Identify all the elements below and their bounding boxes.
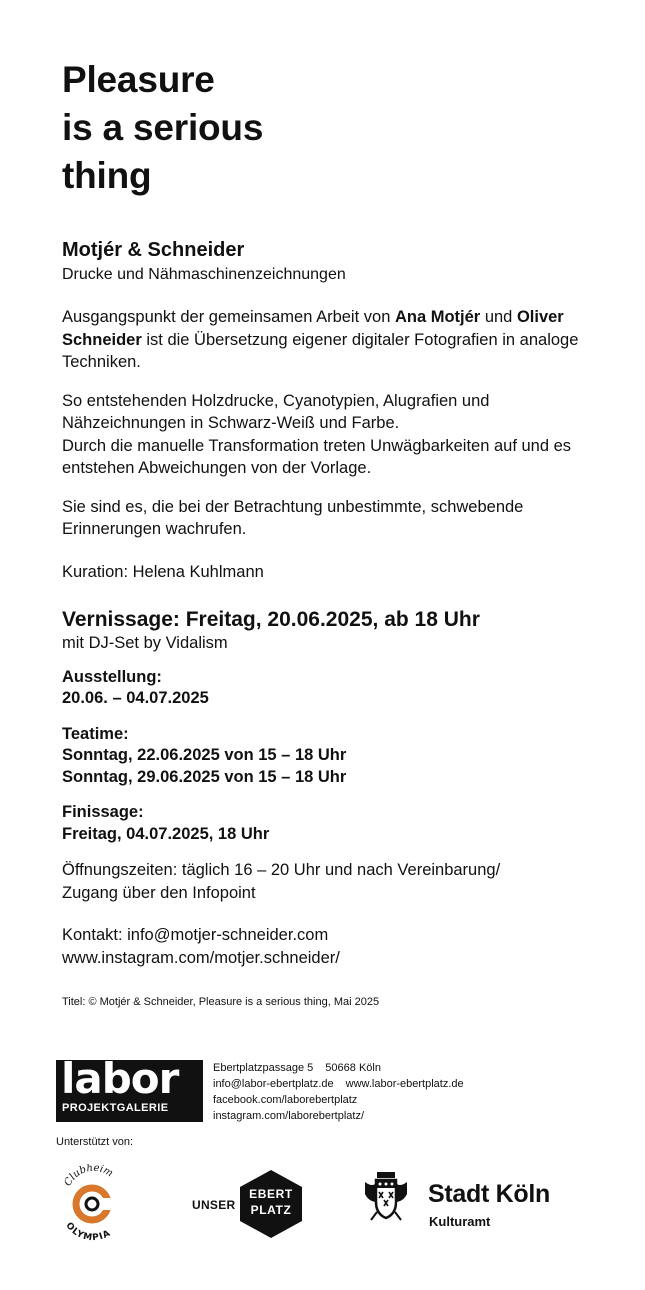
curation-credit: Kuration: Helena Kuhlmann [62,562,264,581]
olympia-logo-icon [58,1164,128,1242]
contact-instagram[interactable]: www.instagram.com/motjer.schneider/ [62,948,340,967]
contact-info [62,924,602,969]
olympia-bottom-text: OLYMPIA [63,1220,113,1242]
labor-logo-subline: PROJEKTGALERIE [62,1102,169,1114]
intro-text-3: ist die Übersetzung eigener digitaler Fotografien in analoge Techniken. [62,330,579,371]
ebert-unser: UNSER [192,1198,236,1212]
venue-email[interactable]: info@labor-ebertplatz.de [213,1078,334,1090]
venue-address [213,1060,464,1124]
teatime-date-2: Sonntag, 29.06.2025 von 15 – 18 Uhr [62,767,347,786]
teatime-block [62,724,602,789]
stadt-koeln-name: Stadt Köln [428,1180,550,1208]
vernissage-heading: Vernissage: Freitag, 20.06.2025, ab 18 Uhr [62,607,480,631]
opening-hours-line-2: Zugang über den Infopoint [62,883,256,902]
exhibition-range: 20.06. – 04.07.2025 [62,689,209,707]
flyer-content [62,56,602,1009]
labor-logo [56,1054,203,1122]
clubheim-olympia-logo [58,1164,128,1242]
exhibition-title [62,56,602,200]
artist-name-1: Ana Motjér [394,308,481,326]
labor-logo-word: labor [61,1054,179,1103]
venue-city: 50668 Köln [325,1062,381,1074]
title-line-1: Pleasure [62,59,215,100]
intro-text-2: und [480,308,517,326]
ebert-line-1: EBERT [249,1187,293,1201]
finissage-date: Freitag, 04.07.2025, 18 Uhr [62,824,270,843]
exhibition-label: Ausstellung: [62,667,162,686]
intro-paragraph [62,306,602,374]
techniques-paragraph [62,390,602,480]
image-credit: Titel: © Motjér & Schneider, Pleasure is a serious thing, Mai 2025 [62,996,380,1008]
memories-paragraph: Sie sind es, die bei der Betrachtung unbestimmte, schwebende Erinnerungen wachrufen. [62,497,524,538]
opening-hours-line-1: Öffnungszeiten: täglich 16 – 20 Uhr und nach Vereinbarung/ [62,861,501,879]
stadt-koeln-logo [361,1172,601,1242]
venue-contact-line [213,1076,464,1092]
vernissage-dj: mit DJ-Set by Vidalism [62,633,228,652]
olympia-top-text: Clubheim [62,1164,115,1189]
techniques-text-2: Durch die manuelle Transformation treten Unwägbarkeiten auf und es entstehen Abweichungen von der Vorlage. [62,436,572,477]
ebert-line-2: PLATZ [250,1203,292,1217]
venue-website[interactable]: www.labor-ebertplatz.de [345,1078,464,1090]
artists-heading: Motjér & Schneider [62,239,245,261]
venue-facebook[interactable]: facebook.com/laborebertplatz [213,1094,358,1106]
finissage-label: Finissage: [62,803,144,821]
title-line-2: is a serious [62,107,264,148]
intro-text-1: Ausgangspunkt der gemeinsamen Arbeit von [62,308,395,326]
works-subtitle: Drucke und Nähmaschinenzeichnungen [62,266,346,283]
teatime-date-1: Sonntag, 22.06.2025 von 15 – 18 Uhr [62,746,347,764]
venue-instagram[interactable]: instagram.com/laborebertplatz/ [213,1110,365,1122]
venue-street-line [213,1060,464,1076]
artist-name-2: Oliver Schneider [62,308,564,349]
kulturamt-label: Kulturamt [429,1214,491,1229]
svg-text:OLYMPIA [63,1221,112,1242]
opening-hours [62,859,602,904]
cologne-crest-icon [361,1172,411,1222]
supported-by-label: Unterstützt von: [56,1136,134,1148]
venue-street: Ebertplatzpassage 5 [213,1062,314,1074]
unser-ebertplatz-logo [192,1170,304,1240]
teatime-label: Teatime: [62,724,129,743]
finissage-block [62,802,602,845]
exhibition-dates [62,667,602,710]
title-line-3: thing [62,155,152,196]
contact-email[interactable]: Kontakt: info@motjer-schneider.com [62,926,329,944]
svg-text:Clubheim [62,1164,114,1188]
techniques-text-1: So entstehenden Holzdrucke, Cyanotypien, Alugrafien und Nähzeichnungen in Schwarz-Weiß und Farbe. [62,391,490,432]
